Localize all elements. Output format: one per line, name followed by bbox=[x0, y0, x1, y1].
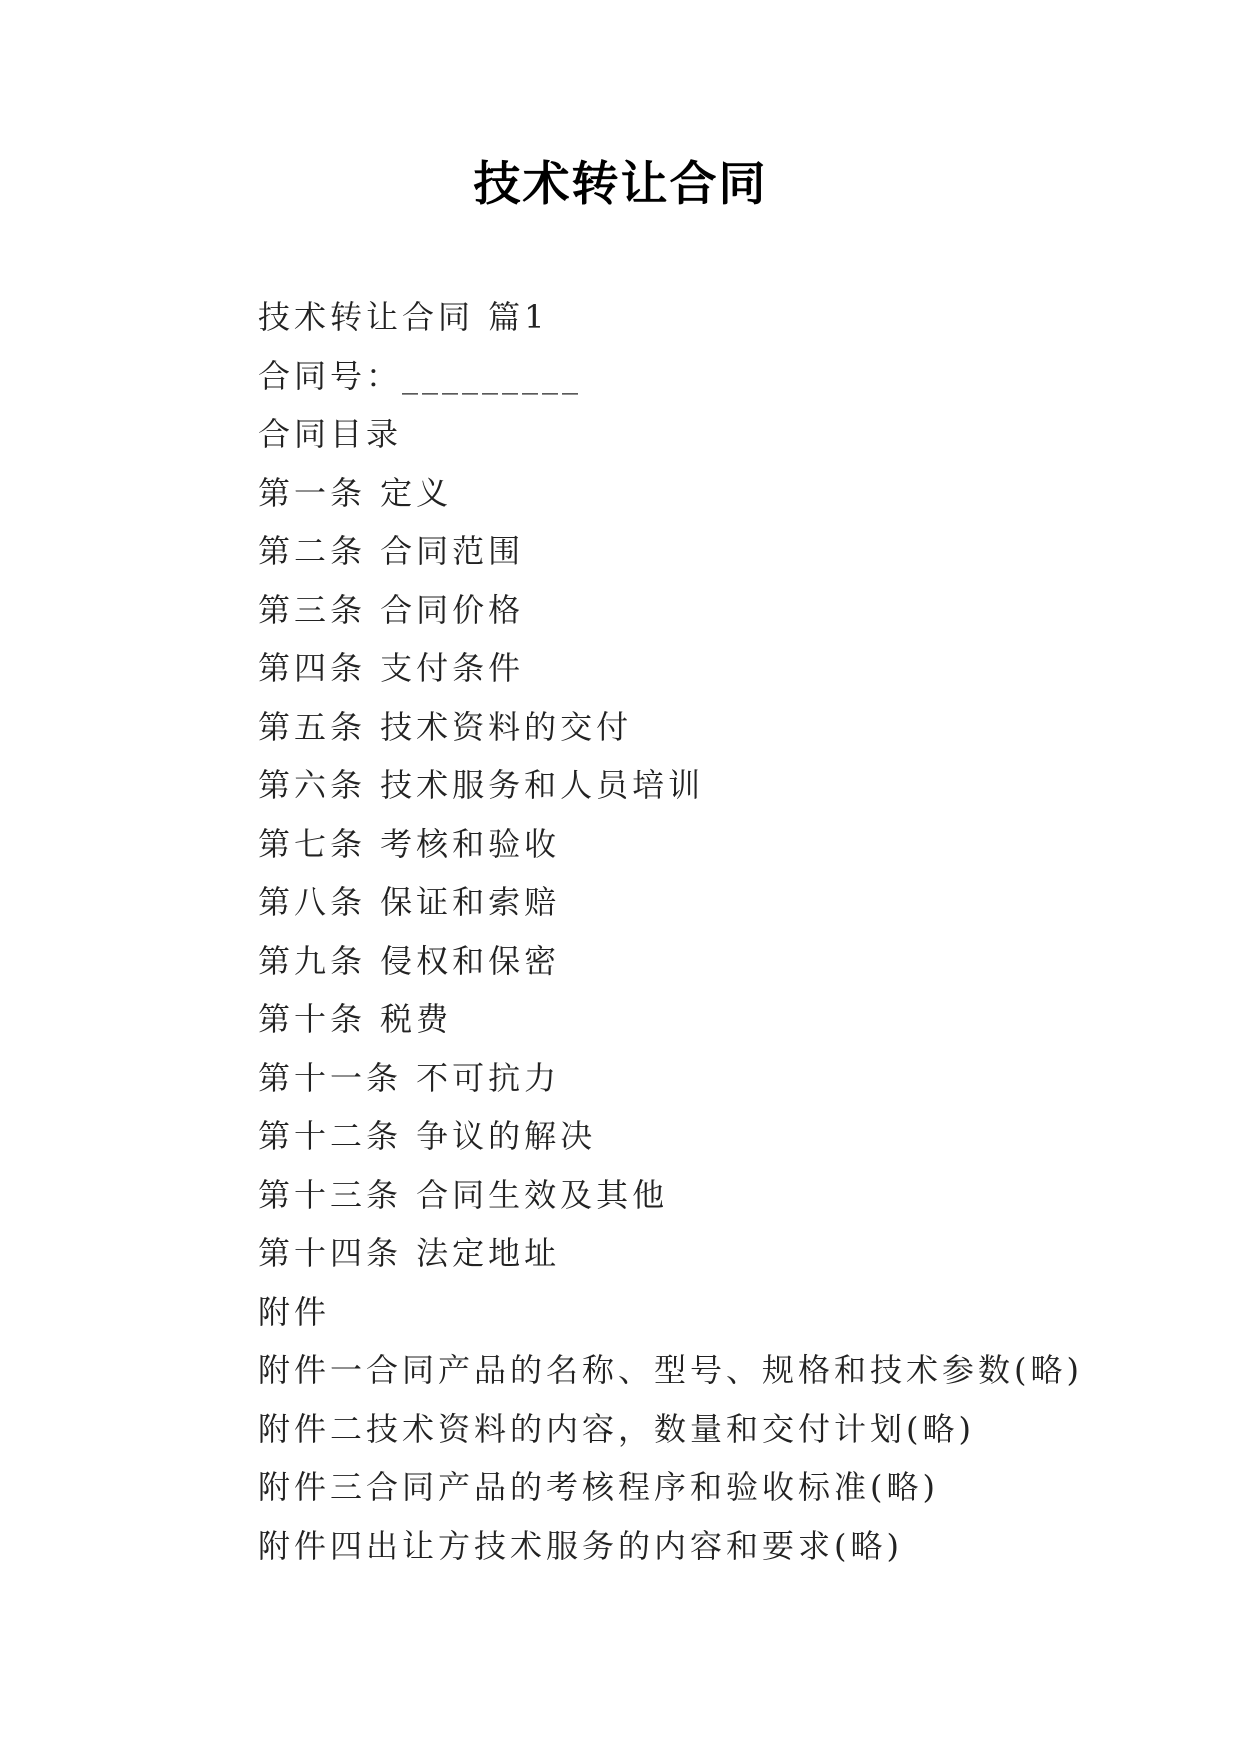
toc-item: 第一条 定义 bbox=[258, 473, 453, 512]
toc-item: 第十条 税费 bbox=[258, 1000, 453, 1038]
attachment-item: 附件三合同产品的考核程序和验收标准(略) bbox=[258, 1468, 939, 1506]
toc-item: 第十四条 法定地址 bbox=[258, 1234, 561, 1272]
document-title: 技术转让合同 bbox=[473, 157, 768, 212]
toc-item: 第五条 技术资料的交付 bbox=[258, 707, 633, 746]
attachment-item: 附件一合同产品的名称、型号、规格和技术参数(略) bbox=[258, 1351, 1083, 1389]
contract-number-line: 合同号：_________ bbox=[258, 356, 583, 395]
toc-item: 第八条 保证和索赔 bbox=[258, 883, 561, 921]
attachment-item: 附件二技术资料的内容，数量和交付计划(略) bbox=[258, 1409, 975, 1448]
toc-item: 第十三条 合同生效及其他 bbox=[258, 1175, 669, 1214]
toc-heading: 合同目录 bbox=[258, 415, 403, 453]
toc-item: 第六条 技术服务和人员培训 bbox=[258, 766, 705, 804]
toc-item: 第十二条 争议的解决 bbox=[258, 1117, 597, 1155]
attachments-heading: 附件 bbox=[258, 1292, 331, 1331]
toc-item: 第四条 支付条件 bbox=[258, 649, 525, 687]
heading-part-1: 技术转让合同 篇1 bbox=[258, 298, 549, 336]
document-body bbox=[258, 288, 1158, 1575]
toc-item: 第九条 侵权和保密 bbox=[258, 941, 561, 980]
toc-item: 第二条 合同范围 bbox=[258, 532, 525, 570]
toc-item: 第七条 考核和验收 bbox=[258, 824, 561, 863]
attachment-item: 附件四出让方技术服务的内容和要求(略) bbox=[258, 1526, 903, 1565]
toc-item: 第三条 合同价格 bbox=[258, 590, 525, 629]
toc-item: 第十一条 不可抗力 bbox=[258, 1058, 561, 1097]
